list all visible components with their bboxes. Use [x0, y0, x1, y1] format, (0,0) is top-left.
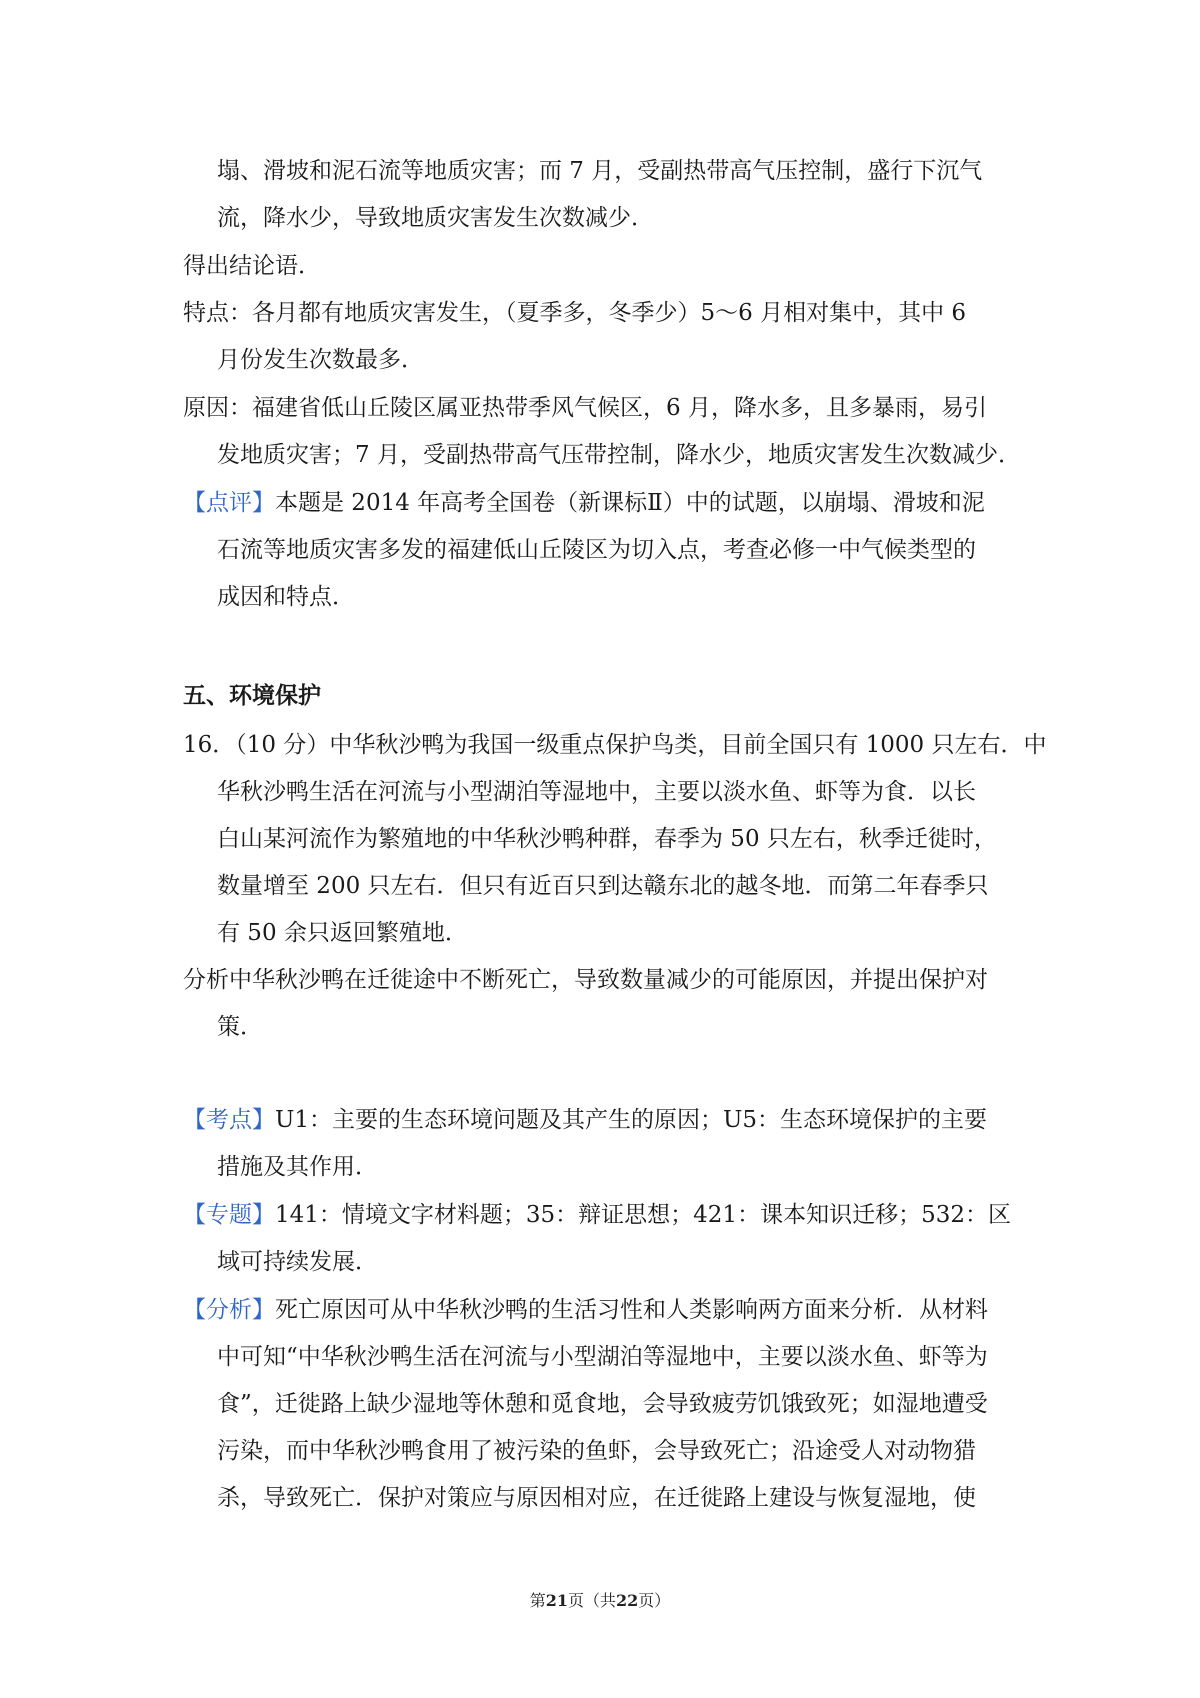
- text-line: 白山某河流作为繁殖地的中华秋沙鸭种群，春季为 50 只左右，秋季迁徙时，: [217, 826, 997, 852]
- zhuanti-text: 141：情境文字材料题；35：辩证思想；421：课本知识迁移；532：区: [275, 1202, 1011, 1228]
- zhuanti-paragraph: [183, 1192, 1028, 1286]
- features-paragraph: [183, 290, 1028, 384]
- conclusion-paragraph: [183, 243, 1028, 290]
- text-line: 发地质灾害；7 月，受副热带高气压带控制，降水少，地质灾害发生次数减少．: [217, 442, 1021, 468]
- text-line: 华秋沙鸭生活在河流与小型湖泊等湿地中，主要以淡水鱼、虾等为食．以长: [217, 779, 976, 805]
- kaodian-paragraph: [183, 1097, 1028, 1191]
- text-line: 中可知“中华秋沙鸭生活在河流与小型湖泊等湿地中，主要以淡水鱼、虾等为: [217, 1344, 988, 1370]
- text-line: 污染，而中华秋沙鸭食用了被污染的鱼虾，会导致死亡；沿途受人对动物猎: [217, 1438, 976, 1464]
- text-line: 16．（10 分）中华秋沙鸭为我国一级重点保护鸟类，目前全国只有 1000 只左右．中: [183, 732, 1047, 758]
- continuation-paragraph: [183, 148, 1028, 242]
- zhuanti-tag: 【专题】: [183, 1202, 275, 1228]
- reasons-paragraph: [183, 385, 1028, 479]
- text-line: 成因和特点．: [217, 584, 355, 610]
- text-line: 流，降水少，导致地质灾害发生次数减少．: [217, 205, 654, 231]
- footer-suffix: 页）: [638, 1591, 671, 1610]
- comment-tag: 【点评】: [183, 490, 275, 516]
- text-line: 有 50 余只返回繁殖地．: [217, 920, 468, 946]
- question-paragraph: [183, 722, 1047, 957]
- footer-total-pages: 22: [616, 1591, 639, 1610]
- prompt-paragraph: [183, 957, 1028, 1051]
- text-line: 特点：各月都有地质灾害发生，（夏季多，冬季少）5～6 月相对集中，其中 6: [183, 300, 967, 326]
- text-line: 分析中华秋沙鸭在迁徙途中不断死亡，导致数量减少的可能原因，并提出保护对: [183, 967, 988, 993]
- fenxi-text: 死亡原因可从中华秋沙鸭的生活习性和人类影响两方面来分析．从材料: [275, 1297, 988, 1323]
- text-line: 得出结论语．: [183, 253, 321, 279]
- text-line: [183, 1287, 1028, 1334]
- fenxi-tag: 【分析】: [183, 1297, 275, 1323]
- text-line: [183, 1097, 1028, 1144]
- text-line: 食”，迁徙路上缺少湿地等休憩和觅食地，会导致疲劳饥饿致死；如湿地遭受: [217, 1391, 988, 1417]
- kaodian-text: U1：主要的生态环境问题及其产生的原因；U5：生态环境保护的主要: [275, 1107, 988, 1133]
- text-line: 措施及其作用．: [217, 1154, 378, 1180]
- text-line: [183, 480, 1028, 527]
- text-line: 月份发生次数最多．: [217, 347, 424, 373]
- text-line: 塌、滑坡和泥石流等地质灾害；而 7 月，受副热带高气压控制，盛行下沉气: [217, 158, 983, 184]
- comment-text: 本题是 2014 年高考全国卷（新课标Ⅱ）中的试题，以崩塌、滑坡和泥: [275, 490, 985, 516]
- footer-middle: 页（共: [567, 1591, 616, 1610]
- page-footer: [0, 1588, 1200, 1611]
- text-line: 数量增至 200 只左右．但只有近百只到达赣东北的越冬地．而第二年春季只: [217, 873, 989, 899]
- kaodian-tag: 【考点】: [183, 1107, 275, 1133]
- footer-prefix: 第: [529, 1591, 546, 1610]
- text-line: 原因：福建省低山丘陵区属亚热带季风气候区，6 月，降水多，且多暴雨，易引: [183, 395, 987, 421]
- footer-page-number: 21: [545, 1591, 568, 1610]
- text-line: 策．: [217, 1014, 263, 1040]
- comment-paragraph: [183, 480, 1028, 621]
- fenxi-paragraph: [183, 1287, 1028, 1522]
- section-heading: 五、环境保护: [183, 682, 321, 709]
- text-line: [183, 1192, 1028, 1239]
- text-line: 杀，导致死亡．保护对策应与原因相对应，在迁徙路上建设与恢复湿地，使: [217, 1485, 976, 1511]
- text-line: 域可持续发展．: [217, 1249, 378, 1275]
- text-line: 石流等地质灾害多发的福建低山丘陵区为切入点，考查必修一中气候类型的: [217, 537, 976, 563]
